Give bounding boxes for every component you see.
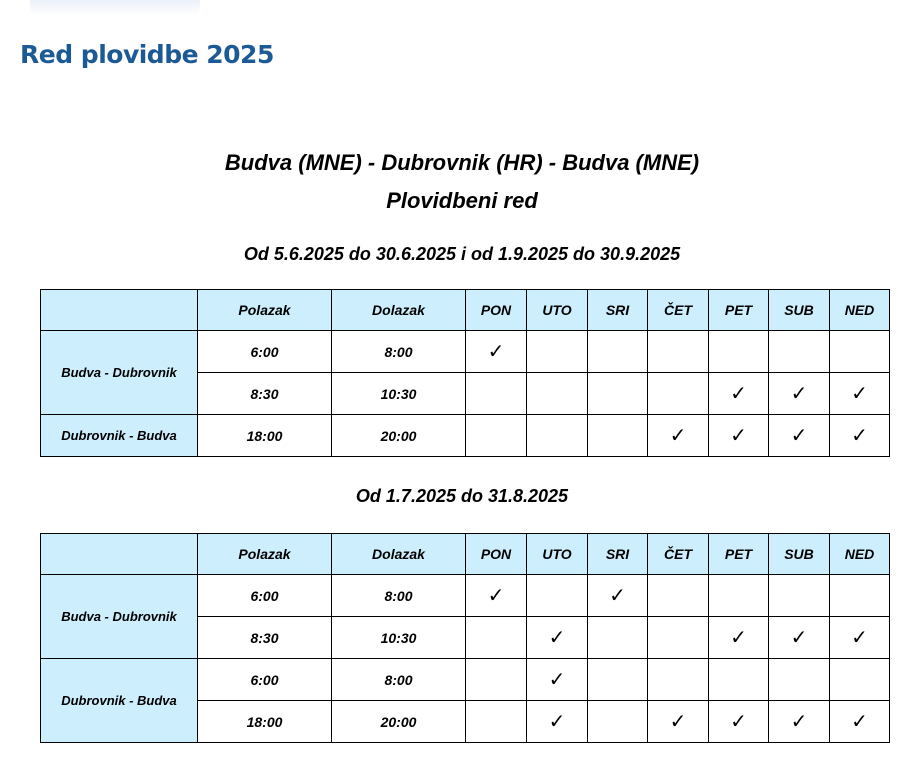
day-cell (588, 617, 648, 659)
day-cell (709, 331, 769, 373)
header-dolazak: Dolazak (332, 534, 466, 575)
day-cell (527, 617, 588, 659)
checkmark-icon: ✓ (548, 669, 566, 691)
day-cell (709, 575, 769, 617)
route-name: Budva - Dubrovnik (41, 331, 198, 415)
checkmark-icon: ✓ (851, 383, 868, 405)
day-cell (466, 659, 527, 701)
arrival-time: 10:30 (332, 617, 466, 659)
table-header-row (41, 290, 890, 331)
header-polazak: Polazak (198, 534, 332, 575)
checkmark-icon: ✓ (790, 627, 808, 649)
day-cell (769, 617, 830, 659)
header-uto: UTO (527, 290, 588, 331)
table-row (41, 331, 890, 373)
day-cell (830, 331, 890, 373)
day-cell (709, 701, 769, 743)
day-cell (588, 331, 648, 373)
day-cell (830, 701, 890, 743)
arrival-time: 8:00 (332, 575, 466, 617)
day-cell (588, 415, 648, 457)
checkmark-icon: ✓ (730, 627, 747, 649)
departure-time: 8:30 (198, 373, 332, 415)
header-pon: PON (466, 290, 527, 331)
day-cell (830, 415, 890, 457)
checkmark-icon: ✓ (730, 383, 747, 405)
day-cell (830, 575, 890, 617)
day-cell (830, 659, 890, 701)
day-cell (830, 373, 890, 415)
page-title: Red plovidbe 2025 (20, 40, 274, 69)
checkmark-icon: ✓ (730, 425, 747, 447)
departure-time: 6:00 (198, 659, 332, 701)
header-polazak: Polazak (198, 290, 332, 331)
day-cell (648, 331, 709, 373)
checkmark-icon: ✓ (609, 585, 626, 607)
arrival-time: 10:30 (332, 373, 466, 415)
day-cell (527, 415, 588, 457)
day-cell (588, 659, 648, 701)
arrival-time: 20:00 (332, 415, 466, 457)
header-pet: PET (709, 534, 769, 575)
schedule-table-1 (40, 289, 890, 457)
arrival-time: 8:00 (332, 331, 466, 373)
route-name: Budva - Dubrovnik (41, 575, 198, 659)
day-cell (466, 701, 527, 743)
day-cell (466, 331, 527, 373)
table-header-row (41, 534, 890, 575)
checkmark-icon: ✓ (851, 627, 868, 649)
schedule-table-2 (40, 533, 890, 743)
day-cell (588, 575, 648, 617)
day-cell (588, 701, 648, 743)
checkmark-icon: ✓ (851, 425, 868, 447)
departure-time: 8:30 (198, 617, 332, 659)
day-cell (527, 331, 588, 373)
arrival-time: 20:00 (332, 701, 466, 743)
day-cell (769, 331, 830, 373)
header-sri: SRI (588, 290, 648, 331)
period-label-2: Od 1.7.2025 do 31.8.2025 (355, 486, 569, 506)
document-title: Budva (MNE) - Dubrovnik (HR) - Budva (MNE) (224, 150, 700, 175)
header-sub: SUB (769, 534, 830, 575)
day-cell (769, 701, 830, 743)
departure-time: 18:00 (198, 415, 332, 457)
header-uto: UTO (527, 534, 588, 575)
checkmark-icon: ✓ (548, 627, 566, 649)
route-name: Dubrovnik - Budva (41, 415, 198, 457)
table-row (41, 659, 890, 701)
day-cell (648, 373, 709, 415)
header-ned: NED (830, 290, 890, 331)
checkmark-icon: ✓ (790, 383, 808, 405)
day-cell (527, 701, 588, 743)
document-subtitle: Plovidbeni red (386, 188, 538, 213)
header-ned: NED (830, 534, 890, 575)
header-čet: ČET (648, 290, 709, 331)
arrival-time: 8:00 (332, 659, 466, 701)
day-cell (588, 373, 648, 415)
route-name: Dubrovnik - Budva (41, 659, 198, 743)
header-dolazak: Dolazak (332, 290, 466, 331)
header-route (41, 290, 198, 331)
day-cell (527, 373, 588, 415)
checkmark-icon: ✓ (487, 341, 505, 363)
checkmark-icon: ✓ (790, 425, 808, 447)
day-cell (769, 659, 830, 701)
departure-time: 6:00 (198, 575, 332, 617)
table-row (41, 415, 890, 457)
day-cell (709, 617, 769, 659)
header-pon: PON (466, 534, 527, 575)
checkmark-icon: ✓ (669, 425, 687, 447)
day-cell (648, 415, 709, 457)
header-sub: SUB (769, 290, 830, 331)
checkmark-icon: ✓ (487, 585, 505, 607)
checkmark-icon: ✓ (851, 711, 868, 733)
day-cell (709, 373, 769, 415)
departure-time: 18:00 (198, 701, 332, 743)
checkmark-icon: ✓ (730, 711, 747, 733)
day-cell (769, 373, 830, 415)
day-cell (648, 701, 709, 743)
day-cell (466, 373, 527, 415)
day-cell (466, 575, 527, 617)
checkmark-icon: ✓ (669, 711, 687, 733)
day-cell (709, 659, 769, 701)
day-cell (648, 659, 709, 701)
day-cell (830, 617, 890, 659)
header-čet: ČET (648, 534, 709, 575)
day-cell (466, 415, 527, 457)
header-pet: PET (709, 290, 769, 331)
checkmark-icon: ✓ (790, 711, 808, 733)
top-bar-fade (30, 0, 200, 16)
day-cell (527, 575, 588, 617)
departure-time: 6:00 (198, 331, 332, 373)
day-cell (769, 575, 830, 617)
day-cell (769, 415, 830, 457)
day-cell (648, 617, 709, 659)
header-sri: SRI (588, 534, 648, 575)
day-cell (648, 575, 709, 617)
checkmark-icon: ✓ (548, 711, 566, 733)
header-route (41, 534, 198, 575)
day-cell (466, 617, 527, 659)
day-cell (709, 415, 769, 457)
period-label-1: Od 5.6.2025 do 30.6.2025 i od 1.9.2025 do 30.9.2025 (243, 244, 681, 264)
table-row (41, 575, 890, 617)
day-cell (527, 659, 588, 701)
